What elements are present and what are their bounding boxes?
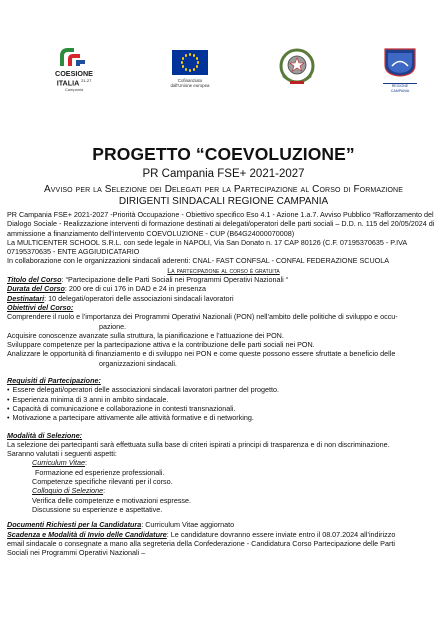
requirements-label: Requisiti di Partecipazione:: [7, 376, 101, 386]
objective-item: Sviluppare competenze per la partecipazione attiva e la contribuzione delle parti sociali nei PON.: [7, 340, 315, 350]
program-subtitle: PR Campania FSE+ 2021-2027: [142, 168, 305, 180]
logo-strip: [0, 44, 447, 114]
requirement-item: • Motivazione a partecipare attivamente alle attività formative e di networking.: [7, 413, 440, 422]
cv-heading: Curriculum Vitae:: [32, 458, 87, 468]
eu-cofinanced-logo: [155, 50, 225, 88]
course-title-line: [7, 275, 440, 284]
collaboration-paragraph: In collaborazione con le organizzazioni sindacali aderenti: CNAL- FAST CONFSAL - CONFAL FEDERAZIONE SCUOLA: [7, 256, 390, 266]
requirement-item: • Esperienza minima di 3 anni in ambito sindacale.: [7, 395, 440, 404]
documents-value: : Curriculum Vitae aggiornato: [141, 520, 235, 530]
project-title: PROGETTO “COEVOLUZIONE”: [92, 144, 355, 164]
regione-campania-logo: [383, 47, 417, 94]
deadline-line: [7, 530, 440, 539]
eu-star-icon: [193, 68, 196, 71]
course-duration-label: Durata del Corso: [7, 284, 65, 294]
requirement-item: • Essere delegati/operatori delle associazioni sindacali lavoratori partner del progetto.: [7, 385, 440, 394]
eu-star-icon: [182, 65, 185, 68]
interview-heading: Colloquio di Selezione:: [32, 486, 106, 496]
intro-paragraph: PR Campania FSE+ 2021-2027 -Priorità Occupazione - Obiettivo specifico Eso 4.1 - Azione 1.a.7. Avviso Pubblico “Rafforzamento del Dialogo Sociale - Realizzazione interventi di formazione destinati ai delegati/operatori delle parti sociali – D.D. n. 115 del 20/05/2024 di ammissione a finanziamento dell’intervento COEVOLUZIONE - CUP (B64G24000070008): [7, 210, 435, 238]
selection-intro: La selezione dei partecipanti sarà effettuata sulla base di criteri ispirati a principi di trasparenza e di non discriminazione.: [7, 439, 390, 449]
eu-star-icon: [196, 57, 199, 60]
campania-shield-icon: [383, 47, 417, 77]
eu-star-icon: [196, 65, 199, 68]
course-objectives-label: Obiettivi del Corso:: [7, 302, 74, 312]
eu-star-icon: [185, 54, 188, 57]
deadline-line2: email sindacale o consegnate a mano alla segreteria della Confederazione - Candidatura Corso Partecipazione delle Parti: [7, 538, 395, 548]
cv-item: Formazione ed esperienze professionali.: [35, 467, 165, 477]
objective-item: Comprendere il ruolo e l’importanza dei Programmi Operativi Nazionali (PON) nell’ambito delle politiche di sviluppo e occu-: [7, 312, 398, 322]
objective-item-cont: organizzazioni sindacali.: [99, 358, 177, 368]
document-body: [7, 210, 440, 557]
eu-flag-icon: [172, 50, 208, 75]
course-duration-line: [7, 284, 440, 293]
campania-label: REGIONE CAMPANIA: [383, 83, 417, 94]
eu-star-icon: [185, 68, 188, 71]
avviso-heading-line2: DIRIGENTI SINDACALI REGIONE CAMPANIA: [118, 196, 329, 207]
italy-emblem-icon: [277, 46, 317, 88]
interview-item: Discussione su esperienze e aspettative.: [32, 504, 163, 514]
objective-item: Analizzare le opportunità di finanziamento e di sviluppo nei PON e come queste possono essere sfruttate a beneficio delle: [7, 349, 396, 359]
course-title-value: : “Partecipazione delle Parti Sociali nei Programmi Operativi Nazionali “: [61, 275, 289, 285]
objective-item-cont: pazione.: [99, 321, 127, 331]
deadline-value: : Le candidature dovranno essere inviate entro il 08.07.2024 all’indirizzo: [166, 529, 396, 539]
eu-star-icon: [197, 61, 200, 64]
avviso-heading: Avviso per la Selezione dei Delegati per la Partecipazione al Corso di Formazione: [44, 184, 403, 195]
course-title-label: Titolo del Corso: [7, 275, 62, 285]
free-participation-note: La partecipazione al corso è gratuita: [167, 265, 280, 275]
deadline-line3: Sociali nei Programmi Operativi Nazionali –: [7, 548, 146, 558]
eu-star-icon: [189, 53, 192, 56]
eu-star-icon: [182, 57, 185, 60]
documents-label: Documenti Richiesti per la Candidatura: [7, 520, 142, 530]
cv-label: Curriculum Vitae: [32, 458, 85, 468]
coesione-region-label: Campania: [64, 87, 84, 93]
eu-star-icon: [189, 69, 192, 72]
organizer-paragraph: La MULTICENTER SCHOOL S.R.L. con sede legale in NAPOLI, Via San Donato n. 17 CAP 80126 (C.F. 07195370635 - P.IVA 07195370635 - ENTE AGGIUDICATARIO: [7, 237, 407, 257]
eu-star-icon: [193, 54, 196, 57]
coesione-name: COESIONE ITALIA $^{21-27}$: [55, 69, 93, 88]
interview-item: Verifica delle competenze e motivazioni espresse.: [32, 495, 192, 505]
eu-star-icon: [181, 61, 184, 64]
cv-item: Competenze specifiche rilevanti per il corso.: [32, 477, 173, 487]
interview-label: Colloquio di Selezione: [32, 486, 104, 496]
course-recipients-label: Destinatari: [7, 293, 45, 303]
course-recipients-value: : 10 delegati/operatori delle associazioni sindacali lavoratori: [44, 293, 234, 303]
eu-caption: Cofinanziato dall'Unione europea: [170, 78, 210, 88]
documents-line: [7, 520, 440, 529]
requirement-item: • Capacità di comunicazione e collaborazione in contesti transnazionali.: [7, 404, 440, 413]
coesione-mark-icon: [58, 46, 88, 68]
selection-label: Modalità di Selezione:: [7, 430, 83, 440]
objective-item: Acquisire conoscenze avanzate sulla struttura, la pianificazione e l’attuazione dei PON.: [7, 330, 284, 340]
course-duration-value: : 200 ore di cui 176 in DAD e 24 in presenza: [64, 284, 206, 294]
course-recipients-line: [7, 294, 440, 303]
italian-republic-emblem: [277, 46, 317, 93]
selection-aspects: Saranno valutati i seguenti aspetti:: [7, 449, 117, 459]
deadline-label: Scadenza e Modalità di Invio delle Candidature: [7, 529, 167, 539]
coesione-italia-logo: [48, 46, 100, 92]
